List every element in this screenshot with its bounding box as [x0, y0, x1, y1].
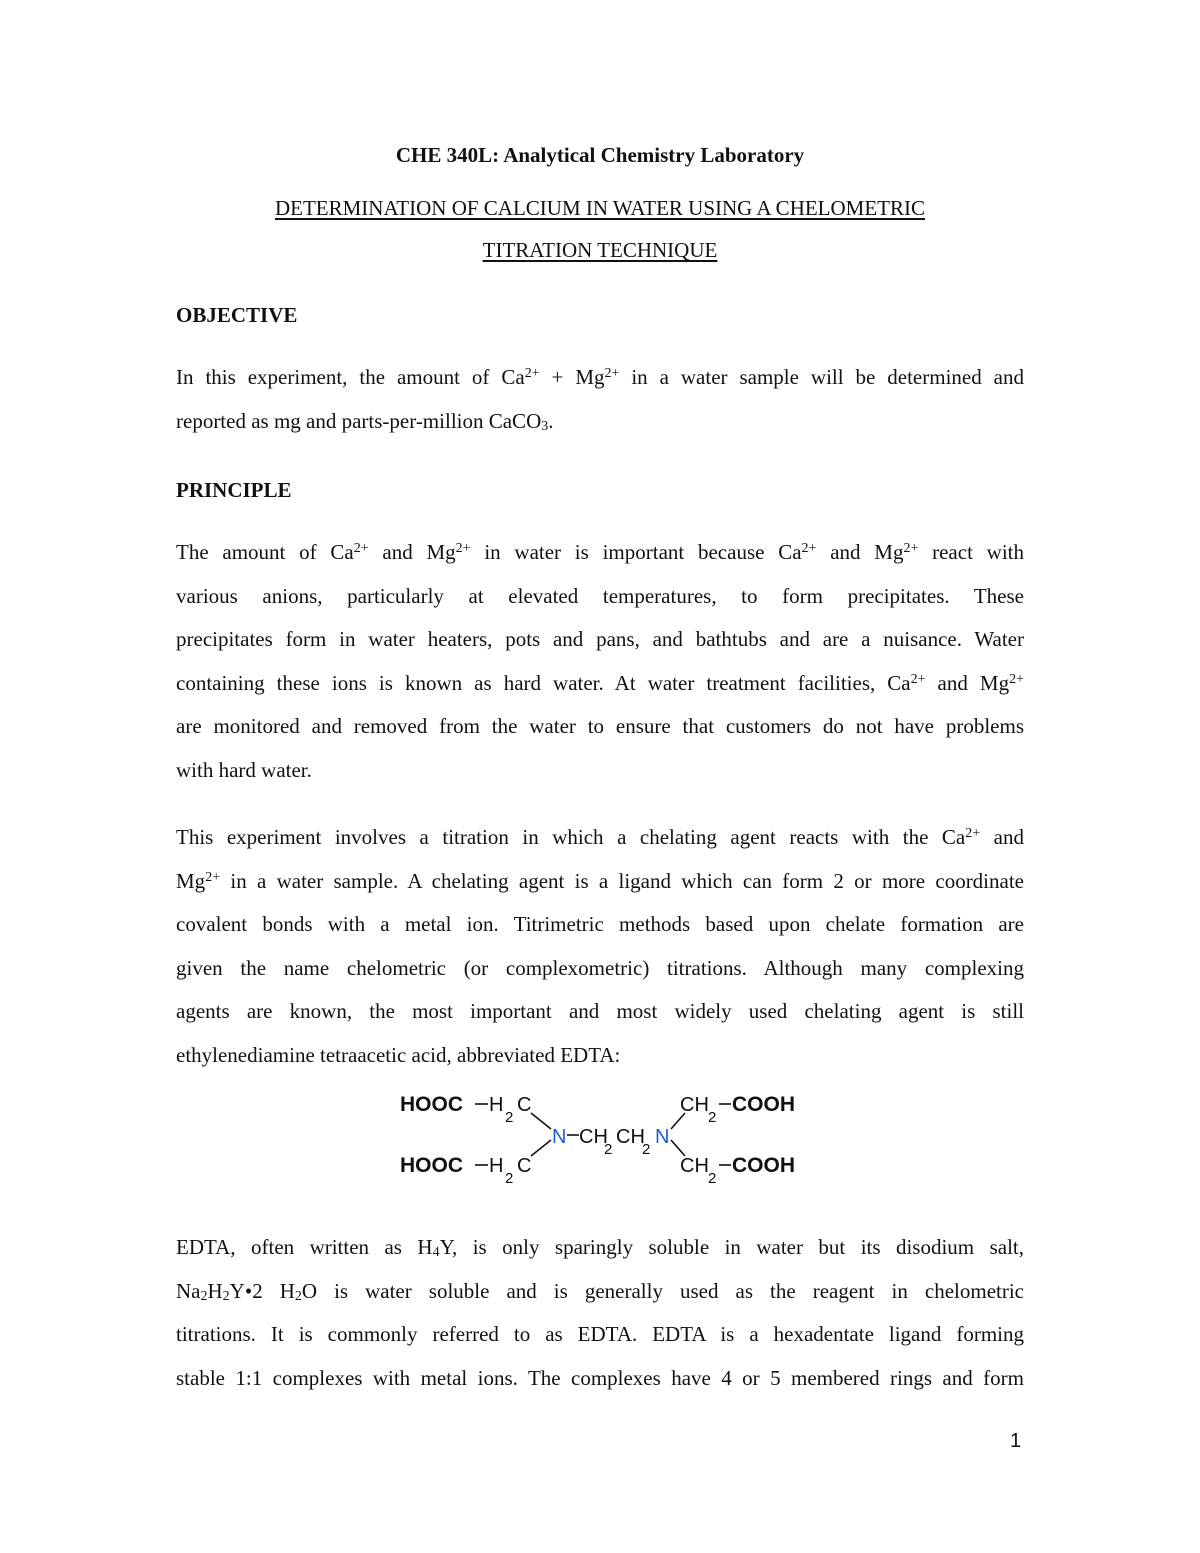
- paragraph-line: given the name chelometric (or complexometric) titrations. Although many complexing: [176, 955, 1024, 980]
- paragraph-line: various anions, particularly at elevated temperatures, to form precipitates. These: [176, 583, 1024, 608]
- paragraph-line: with hard water.: [176, 757, 312, 782]
- h-label-top: H: [489, 1094, 504, 1116]
- subscript-2: 2: [505, 1109, 514, 1126]
- page-number: 1: [1010, 1430, 1022, 1452]
- text-span: Mg: [176, 868, 206, 893]
- text-span: and Mg: [816, 540, 904, 564]
- paragraph-line: [176, 1270, 1024, 1314]
- principle-heading: PRINCIPLE: [176, 478, 292, 502]
- subscript: 2: [222, 1288, 230, 1304]
- subscript: 3: [541, 418, 549, 434]
- paragraph-line: [176, 1226, 1024, 1270]
- paragraph-line: agents are known, the most important and most widely used chelating agent is still: [176, 999, 1024, 1023]
- subscript-2: 2: [505, 1170, 514, 1187]
- subscript: 4: [432, 1245, 440, 1260]
- text-span: In this experiment, the amount of Ca: [176, 365, 525, 389]
- nitrogen-left: N: [552, 1126, 567, 1148]
- text-span: in a water sample. A chelating agent is a ligand which can form 2 or more coordinate: [220, 868, 1024, 893]
- text-span: containing these ions is known as hard water. At water treatment facilities, Ca: [176, 670, 911, 695]
- charge-superscript: 2+: [1009, 671, 1024, 687]
- charge-superscript: 2+: [353, 541, 369, 556]
- subscript-2: 2: [708, 1109, 717, 1126]
- charge-superscript: 2+: [801, 541, 817, 556]
- paragraph-line: titrations. It is commonly referred to as EDTA. EDTA is a hexadentate ligand forming: [176, 1322, 1024, 1346]
- bond-line: [531, 1140, 551, 1156]
- subscript-2: 2: [642, 1141, 651, 1158]
- charge-superscript: 2+: [965, 826, 981, 841]
- cooh-label-top: COOH: [732, 1093, 795, 1116]
- paragraph-line: ethylenediamine tetraacetic acid, abbreviated EDTA:: [176, 1042, 621, 1067]
- subscript: 2: [294, 1288, 302, 1304]
- objective-line: [176, 400, 1024, 444]
- principle-paragraph-2: [176, 816, 1024, 1077]
- bond-line: [531, 1113, 551, 1129]
- paragraph-line: precipitates form in water heaters, pots and pans, and bathtubs and are a nuisance. Water: [176, 627, 1024, 651]
- bond-line: [671, 1113, 685, 1129]
- objective-heading: OBJECTIVE: [176, 303, 298, 327]
- charge-superscript: 2+: [903, 541, 919, 556]
- hooc-label-top: HOOC: [400, 1093, 463, 1116]
- text-span: EDTA, often written as H: [176, 1235, 433, 1259]
- text-span: in a water sample will be determined and: [619, 365, 1025, 389]
- paragraph-line: [176, 860, 1024, 904]
- text-span: This experiment involves a titration in which a chelating agent reacts with the Ca: [176, 825, 966, 849]
- paragraph-line: are monitored and removed from the water to ensure that customers do not have problems: [176, 714, 1024, 738]
- text-span: The amount of Ca: [176, 540, 354, 564]
- course-title: CHE 340L: Analytical Chemistry Laboratory: [395, 143, 805, 167]
- subscript-2: 2: [604, 1141, 613, 1158]
- edta-structure-diagram: [395, 1085, 815, 1195]
- paragraph-line: [176, 662, 1024, 706]
- document-title-line-2: TITRATION TECHNIQUE: [482, 238, 718, 262]
- text-span: .: [548, 408, 554, 433]
- ch-label-right: CH: [616, 1126, 645, 1148]
- text-span: and: [980, 825, 1024, 849]
- objective-paragraph: [176, 356, 1024, 443]
- text-span: O is water soluble and is generally used as the reagent in chelometric: [301, 1278, 1024, 1303]
- charge-superscript: 2+: [524, 366, 540, 381]
- text-span: and Mg: [925, 670, 1010, 695]
- charge-superscript: 2+: [910, 671, 926, 687]
- c-label-bottom: C: [517, 1155, 532, 1177]
- document-title-line-1: DETERMINATION OF CALCIUM IN WATER USING A CHELOMETRIC: [274, 196, 926, 220]
- cooh-label-bottom: COOH: [732, 1154, 795, 1177]
- subscript: 2: [200, 1288, 208, 1304]
- h-label-bottom: H: [489, 1155, 504, 1177]
- text-span: reported as mg and parts-per-million CaCO: [176, 408, 542, 433]
- subscript-2: 2: [708, 1170, 717, 1187]
- paragraph-line: stable 1:1 complexes with metal ions. The complexes have 4 or 5 membered rings and form: [176, 1365, 1024, 1390]
- nitrogen-right: N: [655, 1126, 670, 1148]
- ch-label-left: CH: [579, 1126, 608, 1148]
- text-span: + Mg: [539, 365, 605, 389]
- paragraph-line: covalent bonds with a metal ion. Titrimetric methods based upon chelate formation are: [176, 912, 1024, 936]
- text-span: Y•2 H: [229, 1278, 295, 1303]
- text-span: H: [207, 1278, 223, 1303]
- bond-line: [671, 1140, 685, 1156]
- c-label-top: C: [517, 1094, 532, 1116]
- paragraph-line: [176, 816, 1024, 860]
- paragraph-line: [176, 531, 1024, 575]
- principle-paragraph-3: [176, 1226, 1024, 1400]
- ch-label-bottom-right: CH: [680, 1155, 709, 1177]
- hooc-label-bottom: HOOC: [400, 1154, 463, 1177]
- text-span: Y, is only sparingly soluble in water but its disodium salt,: [439, 1235, 1024, 1259]
- charge-superscript: 2+: [604, 366, 620, 381]
- text-span: react with: [918, 540, 1024, 564]
- charge-superscript: 2+: [455, 541, 471, 556]
- objective-line: [176, 356, 1024, 400]
- text-span: Na: [176, 1278, 201, 1303]
- text-span: and Mg: [368, 540, 456, 564]
- ch-label-top-right: CH: [680, 1094, 709, 1116]
- charge-superscript: 2+: [205, 869, 221, 885]
- principle-paragraph-1: [176, 531, 1024, 792]
- text-span: in water is important because Ca: [470, 540, 802, 564]
